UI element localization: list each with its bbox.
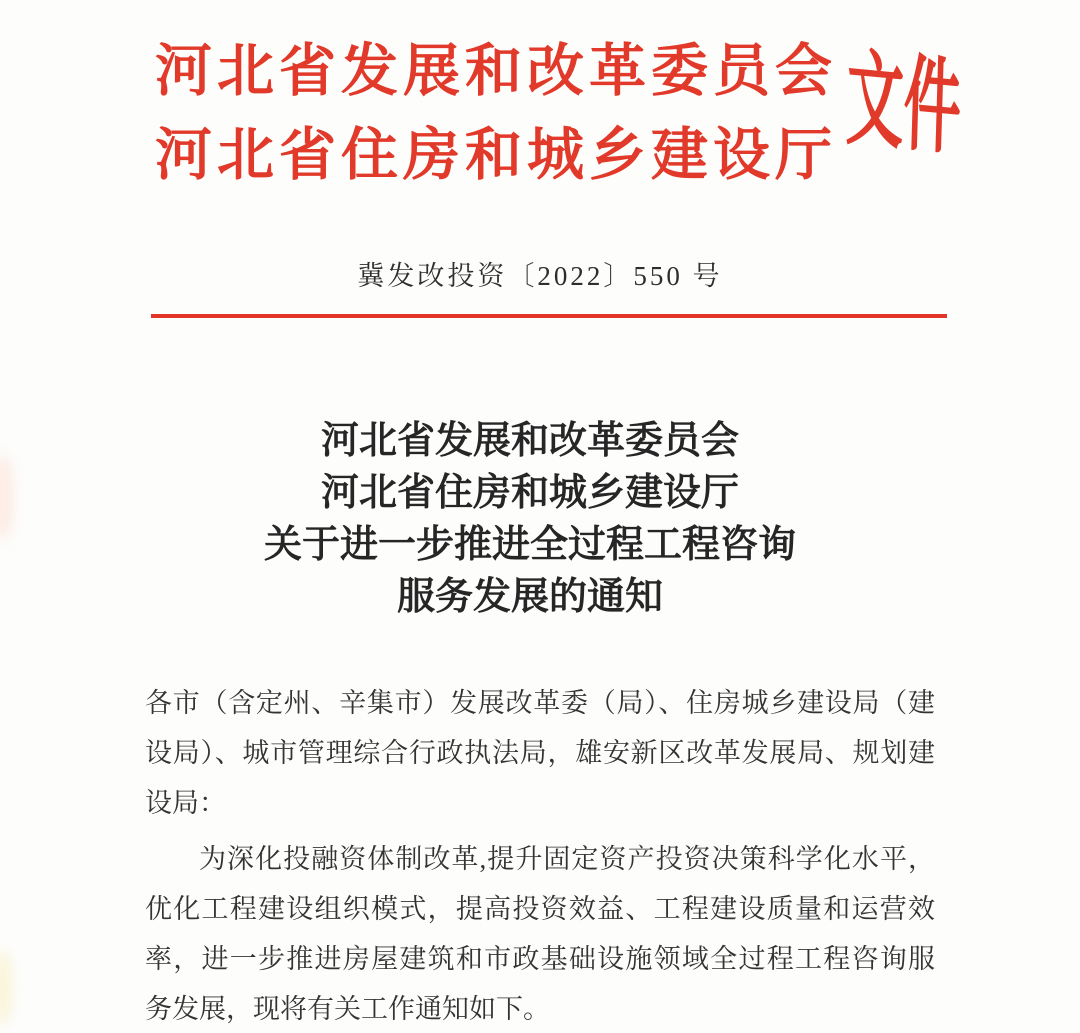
letterhead-agency-line-1: 河北省发展和改革委员会	[155, 40, 837, 103]
body-line-1: 为深化投融资体制改革,提升固定资产投资决策科学化水平，	[199, 844, 935, 874]
recipients-line-2: 设局）、城市管理综合行政执法局，雄安新区改革发展局、规划建	[145, 738, 935, 768]
letterhead	[0, 0, 1080, 206]
body-line-2: 优化工程建设组织模式，提高投资效益、工程建设质量和运营效	[145, 894, 935, 924]
document-title-line-1: 河北省发展和改革委员会	[320, 420, 739, 462]
document-title-line-4: 服务发展的通知	[396, 576, 663, 618]
document-number: 冀发改投资〔2022〕550 号	[357, 261, 723, 291]
recipients-line-3: 设局：	[145, 788, 226, 818]
recipients-paragraph	[145, 678, 935, 828]
document-title-line-3: 关于进一步推进全过程工程咨询	[263, 524, 796, 566]
letterhead-agency-names	[150, 30, 842, 198]
body-line-4: 务发展，现将有关工作通知如下。	[145, 994, 550, 1024]
body-line-3: 率，进一步推进房屋建筑和市政基础设施领域全过程工程咨询服	[145, 944, 935, 974]
red-divider-rule	[151, 314, 947, 318]
recipients-line-1: 各市（含定州、辛集市）发展改革委（局）、住房城乡建设局（建	[145, 688, 935, 718]
letterhead-doc-type-label: 文件	[844, 42, 963, 168]
letterhead-agency-line-2: 河北省住房和城乡建设厅	[155, 124, 837, 187]
document-title	[80, 415, 980, 623]
document-title-line-2: 河北省住房和城乡建设厅	[320, 472, 739, 514]
document-body	[145, 678, 935, 1033]
scan-artifact	[0, 455, 14, 540]
scan-artifact	[0, 950, 12, 1025]
body-paragraph	[145, 834, 935, 1033]
